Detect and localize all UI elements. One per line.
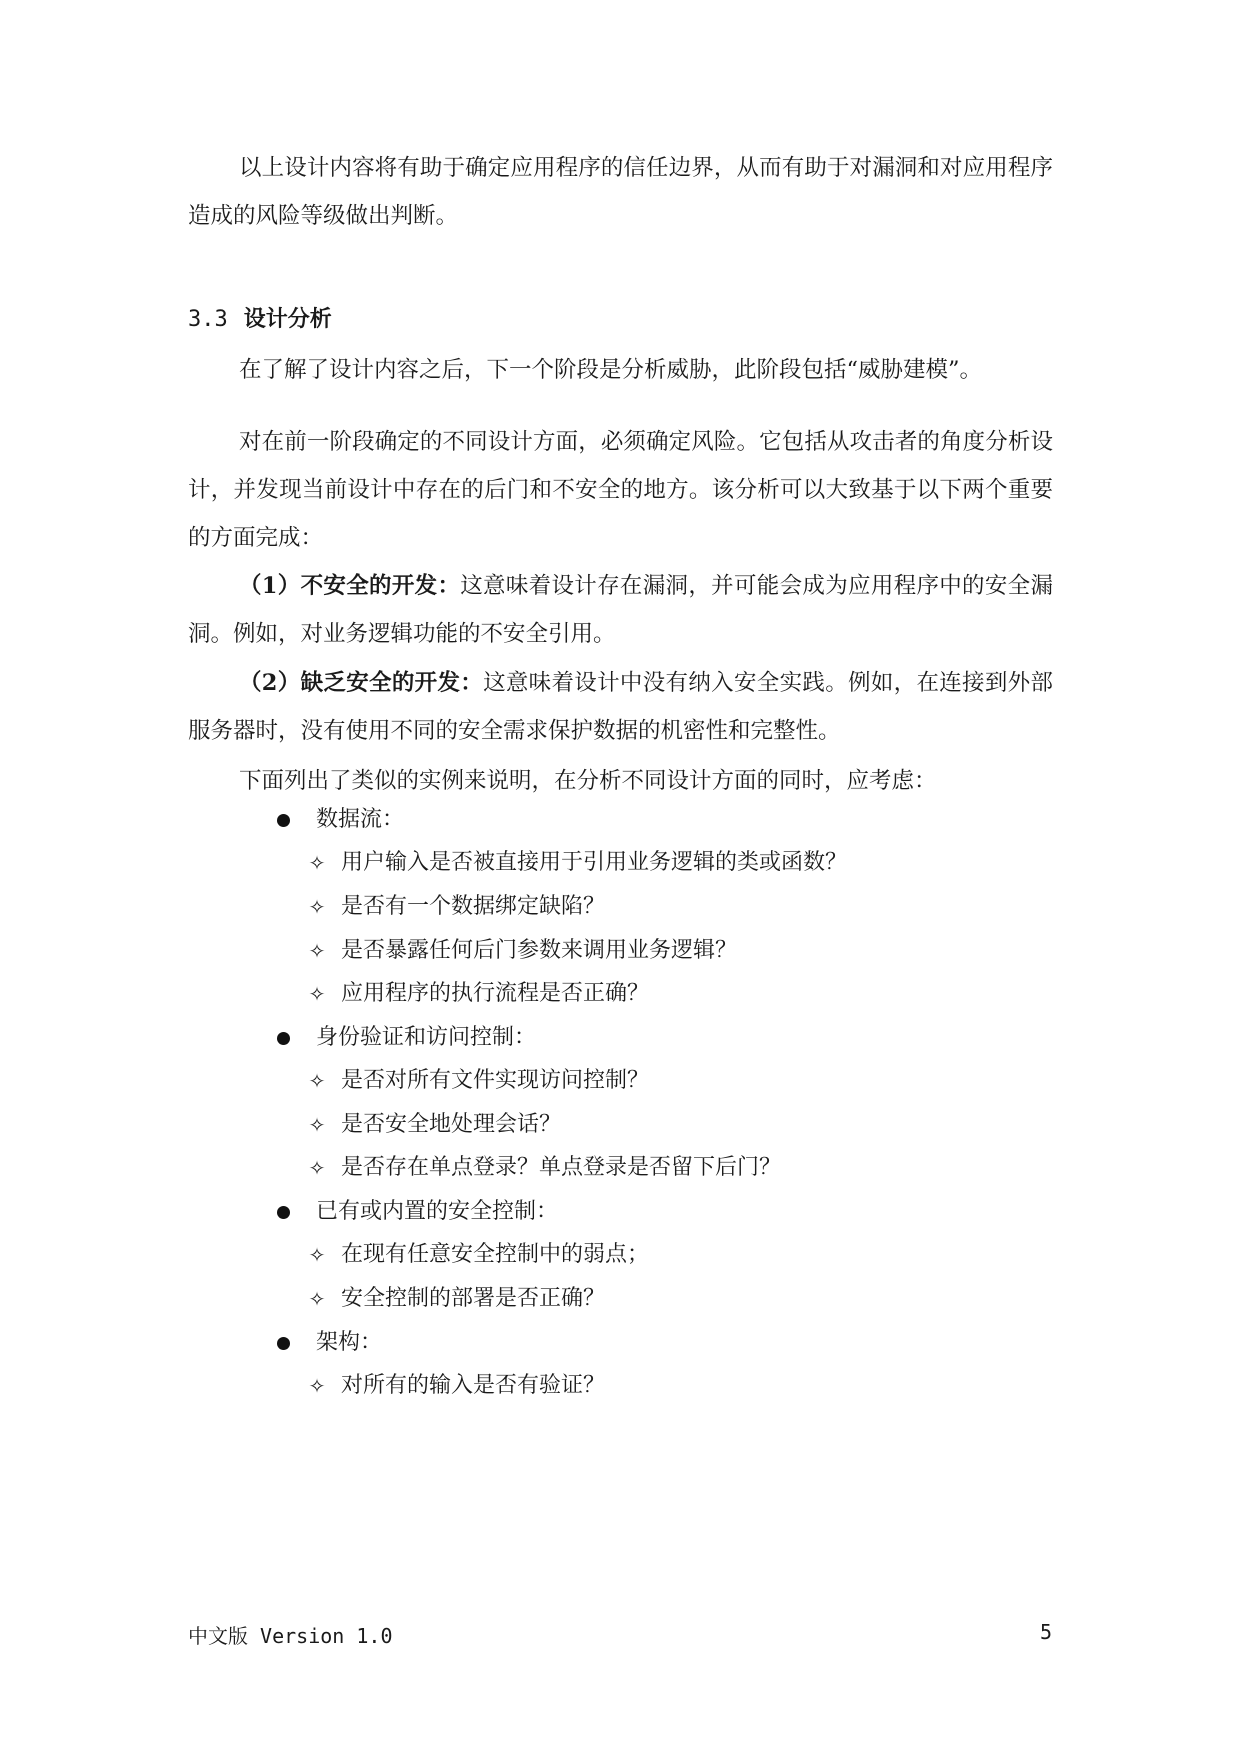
diamond-star-icon: ✧ — [308, 1374, 326, 1398]
item-insecure-text: 这意味着设计存在漏洞，并可能会成为应用程序中的安全漏洞。例如，对业务逻辑功能的不安全引用。 — [188, 573, 1053, 647]
diamond-star-icon: ✧ — [308, 939, 326, 963]
bullet-label: 已有或内置的安全控制： — [316, 1199, 559, 1224]
section-number: 3.3 — [188, 307, 228, 332]
sub-item — [305, 1153, 781, 1183]
bullet-dot-icon — [277, 814, 290, 827]
paragraph-examples-intro: 下面列出了类似的实例来说明，在分析不同设计方面的同时，应考虑： — [239, 768, 937, 794]
page-number: 5 — [1040, 1620, 1053, 1644]
paragraph-threat-stage: 在了解了设计内容之后，下一个阶段是分析威胁，此阶段包括“威胁建模”。 — [239, 357, 983, 383]
sub-item-text: 是否对所有文件实现访问控制？ — [341, 1068, 650, 1093]
sub-item-text: 在现有任意安全控制中的弱点； — [341, 1242, 650, 1267]
sub-item-text: 用户输入是否被直接用于引用业务逻辑的类或函数？ — [341, 850, 848, 875]
section-title: 设计分析 — [243, 306, 332, 332]
sub-item-text: 是否安全地处理会话？ — [341, 1112, 562, 1137]
sub-item-text: 应用程序的执行流程是否正确？ — [341, 981, 650, 1006]
bullet-item — [277, 1328, 382, 1358]
item-insecure-label: （1）不安全的开发： — [239, 573, 461, 599]
sub-item-text: 是否有一个数据绑定缺陷？ — [341, 894, 606, 919]
bullet-item — [277, 1023, 536, 1053]
sub-item — [305, 892, 605, 922]
bullet-item — [277, 805, 404, 835]
bullet-dot-icon — [277, 1206, 290, 1219]
item-lack-label: （2）缺乏安全的开发： — [239, 670, 484, 696]
bullet-label: 身份验证和访问控制： — [316, 1025, 537, 1050]
sub-item — [305, 1284, 605, 1314]
sub-item — [305, 848, 847, 878]
bullet-dot-icon — [277, 1032, 290, 1045]
diamond-star-icon: ✧ — [308, 1287, 326, 1311]
diamond-star-icon: ✧ — [308, 1069, 326, 1093]
bullet-dot-icon — [277, 1337, 290, 1350]
item-lack-text: 这意味着设计中没有纳入安全实践。例如，在连接到外部服务器时，没有使用不同的安全需求保护数据的机密性和完整性。 — [188, 670, 1053, 744]
diamond-star-icon: ✧ — [308, 982, 326, 1006]
sub-item — [305, 1371, 605, 1401]
diamond-star-icon: ✧ — [308, 1243, 326, 1267]
diamond-star-icon: ✧ — [308, 895, 326, 919]
sub-item — [305, 1110, 561, 1140]
sub-item-text: 是否暴露任何后门参数来调用业务逻辑？ — [341, 938, 738, 963]
diamond-star-icon: ✧ — [308, 1156, 326, 1180]
sub-item-text: 是否存在单点登录？单点登录是否留下后门？ — [341, 1155, 782, 1180]
paragraph-risk-analysis: 对在前一阶段确定的不同设计方面，必须确定风险。它包括从攻击者的角度分析设计，并发现当前设计中存在的后门和不安全的地方。该分析可以大致基于以下两个重要的方面完成： — [188, 429, 1053, 551]
intro-paragraph: 以上设计内容将有助于确定应用程序的信任边界，从而有助于对漏洞和对应用程序造成的风险等级做出判断。 — [188, 155, 1053, 229]
item-lack-of-security — [188, 659, 1053, 755]
sub-item — [305, 1066, 649, 1096]
section-heading — [188, 302, 332, 333]
diamond-star-icon: ✧ — [308, 1113, 326, 1137]
footer-version: 中文版 Version 1.0 — [188, 1624, 393, 1648]
diamond-star-icon: ✧ — [308, 851, 326, 875]
sub-item — [305, 936, 737, 966]
sub-item-text: 安全控制的部署是否正确？ — [341, 1286, 606, 1311]
bullet-label: 架构： — [316, 1330, 383, 1355]
bullet-label: 数据流： — [316, 807, 405, 832]
item-insecure-development — [188, 562, 1053, 658]
bullet-item — [277, 1197, 558, 1227]
sub-item — [305, 1240, 649, 1270]
sub-item-text: 对所有的输入是否有验证？ — [341, 1373, 606, 1398]
sub-item — [305, 979, 649, 1009]
